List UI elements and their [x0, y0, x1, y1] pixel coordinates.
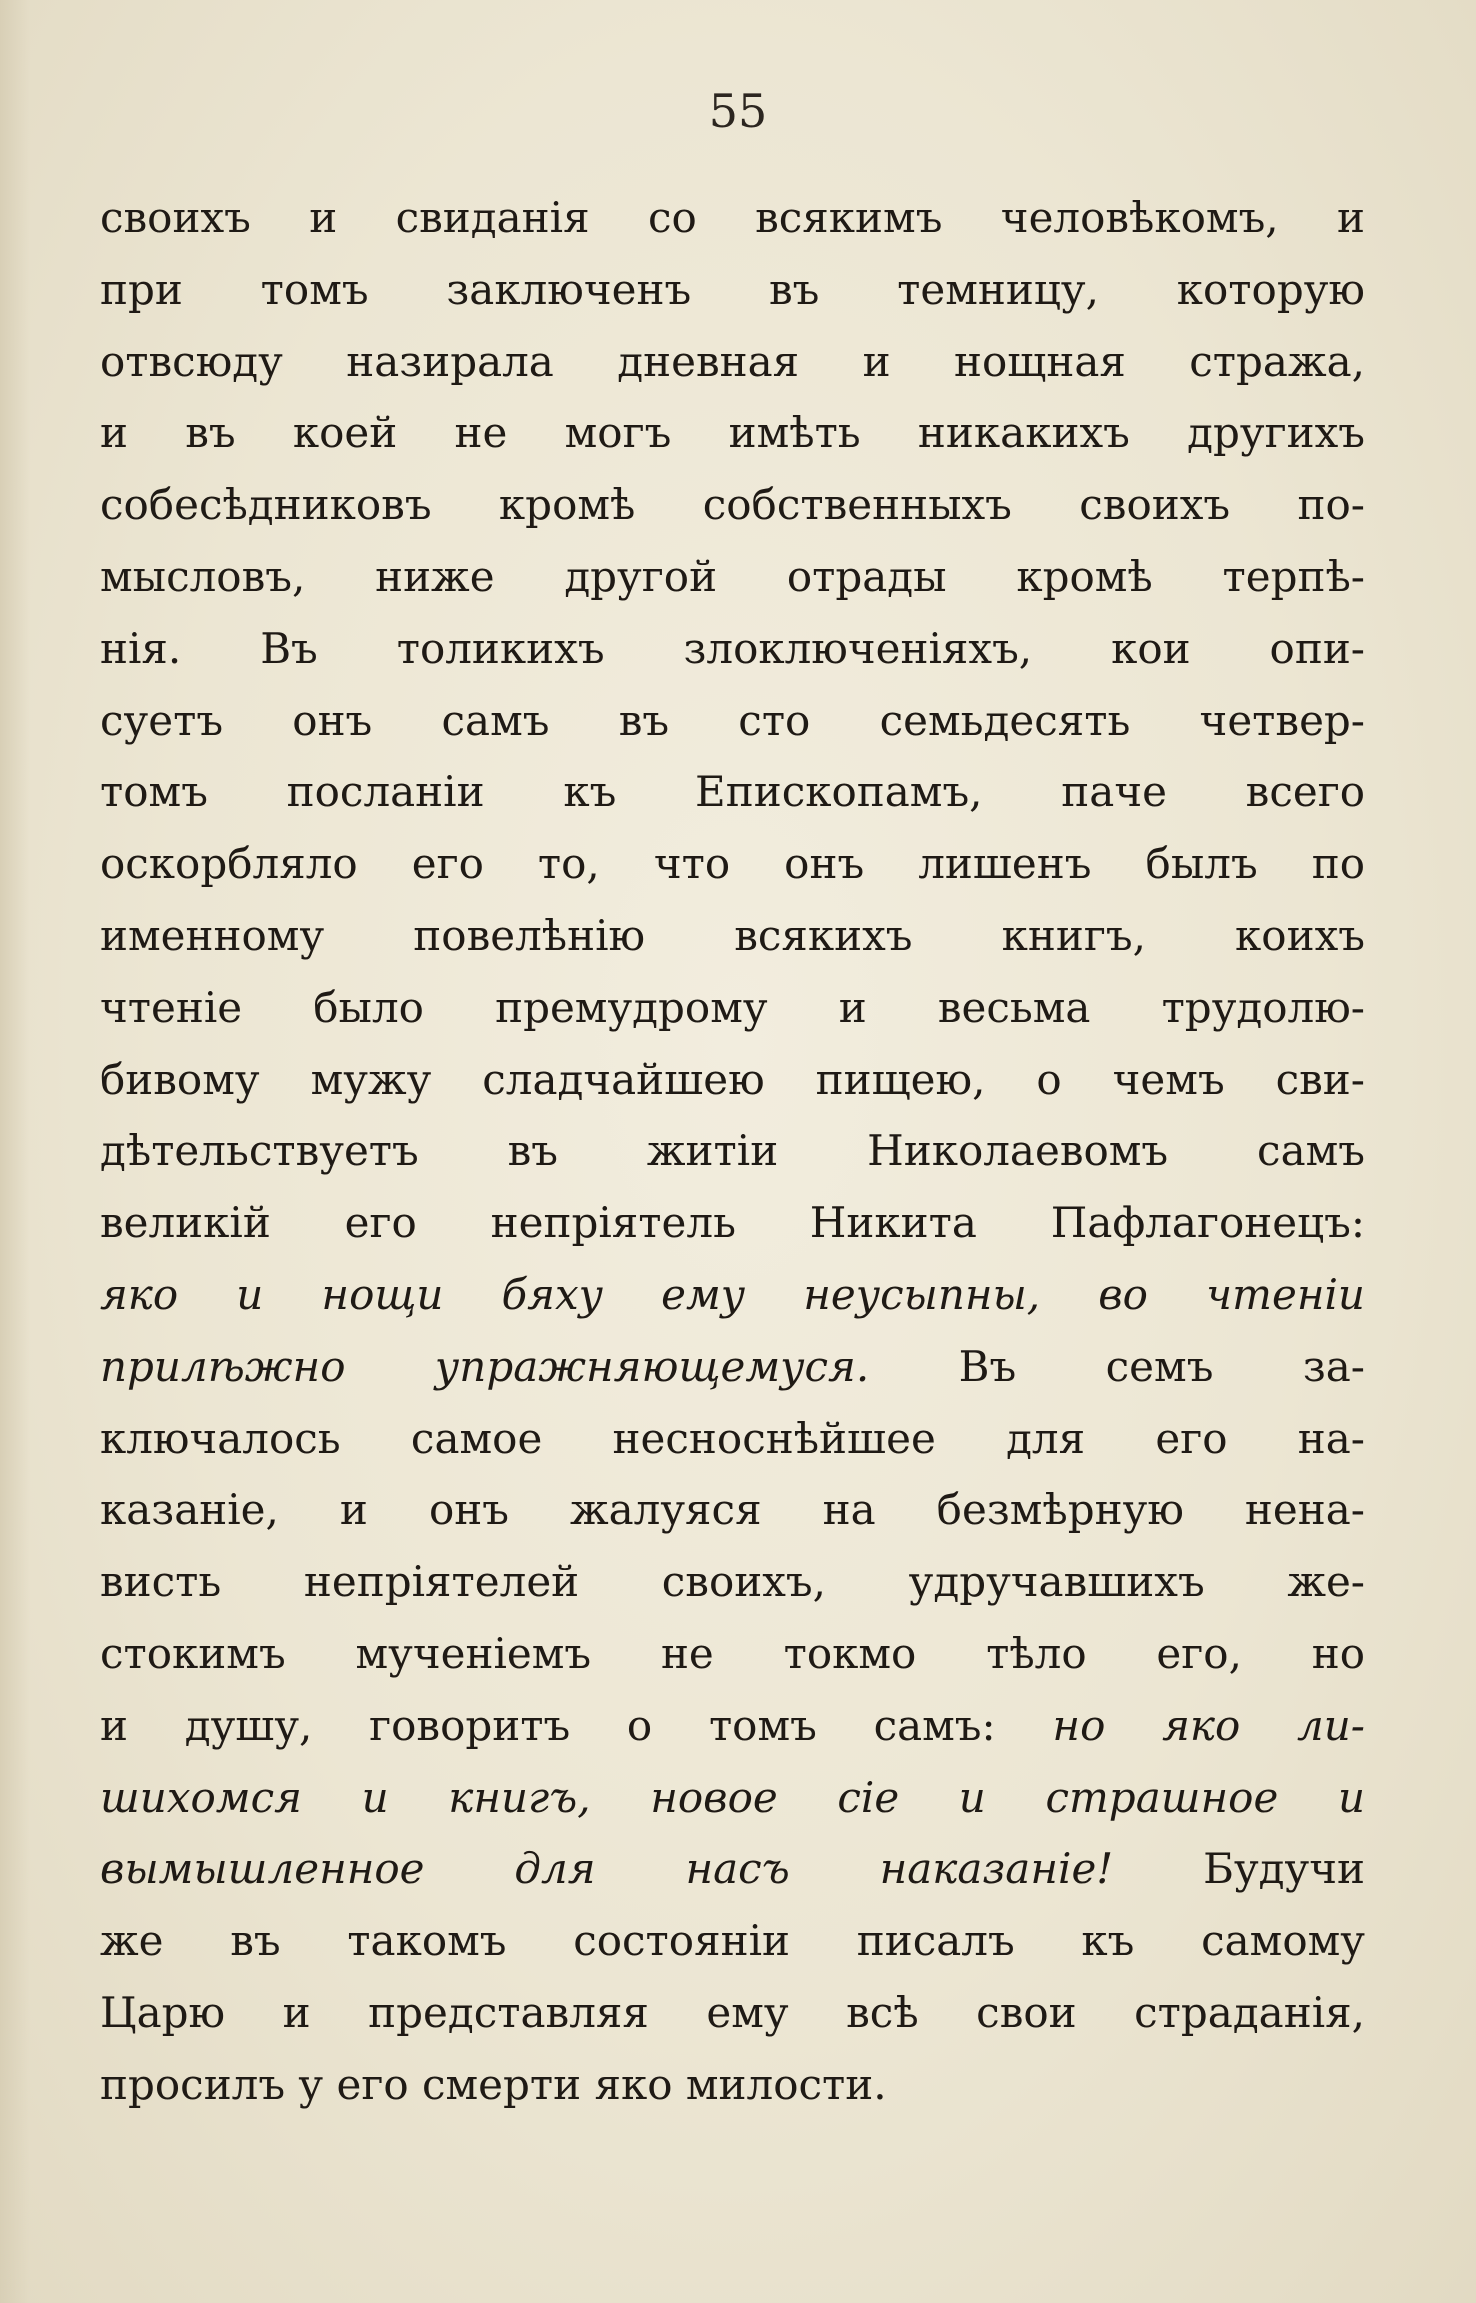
text-line: суетъ онъ самъ въ сто семьдесять четвер-	[100, 695, 1365, 745]
quote-line: яко и нощи бяху ему неусыпны, во чтеніи	[100, 1269, 1365, 1319]
text-line: своихъ и свиданія со всякимъ человѣкомъ, и	[100, 193, 1365, 242]
quote-fragment: но яко ли-	[1052, 1700, 1365, 1750]
text-line: чтеніе было премудрому и весьма трудолю-	[100, 982, 1365, 1032]
text-line: великій его непріятель Никита Пафлагонецъ:	[100, 1198, 1365, 1248]
text-line-mixed	[100, 1833, 1365, 1905]
text-line: ключалось самое несноснѣйшее для его на-	[100, 1413, 1365, 1463]
text-fragment: Въ семъ за-	[958, 1341, 1365, 1391]
text-line: именному повелѣнію всякихъ книгъ, коихъ	[100, 910, 1365, 960]
text-line: просилъ у его смерти яко милости.	[100, 2059, 887, 2109]
quote-fragment: вымышленное для насъ наказаніе!	[100, 1844, 1114, 1894]
body-text	[100, 182, 1365, 2121]
text-line: томъ посланіи къ Епископамъ, паче всего	[100, 767, 1365, 817]
text-fragment: Будучи	[1203, 1844, 1365, 1894]
text-line: Царю и представляя ему всѣ свои страданія,	[100, 1987, 1365, 2037]
text-line: бивому мужу сладчайшею пищею, о чемъ сви-	[100, 1054, 1365, 1104]
text-line-mixed	[100, 1690, 1365, 1762]
quote-line: шихомся и книгъ, новое сіе и страшное и	[100, 1772, 1365, 1822]
text-line-mixed	[100, 1331, 1365, 1403]
text-line: при томъ заключенъ въ темницу, которую	[100, 264, 1365, 314]
text-line: мысловъ, ниже другой отрады кромѣ терпѣ-	[100, 551, 1365, 601]
text-line: стокимъ мученіемъ не токмо тѣло его, но	[100, 1628, 1365, 1678]
page-number: 55	[708, 84, 768, 138]
text-line: собесѣдниковъ кромѣ собственныхъ своихъ по-	[100, 480, 1365, 530]
text-line: висть непріятелей своихъ, удручавшихъ же-	[100, 1557, 1365, 1607]
text-line: казаніе, и онъ жалуяся на безмѣрную нена-	[100, 1485, 1365, 1535]
text-line: оскорбляло его то, что онъ лишенъ былъ по	[100, 839, 1365, 889]
quote-fragment: прилѣжно упражняющемуся.	[100, 1341, 870, 1391]
text-line: отвсюду назирала дневная и нощная стража,	[100, 336, 1365, 386]
text-line: нія. Въ толикихъ злоключеніяхъ, кои опи-	[100, 623, 1365, 673]
text-fragment: и душу, говоритъ о томъ самъ:	[100, 1700, 996, 1750]
text-line: и въ коей не могъ имѣть никакихъ другихъ	[100, 408, 1365, 458]
text-line: дѣтельствуетъ въ житіи Николаевомъ самъ	[100, 1126, 1365, 1176]
text-line: же въ такомъ состояніи писалъ къ самому	[100, 1916, 1365, 1966]
